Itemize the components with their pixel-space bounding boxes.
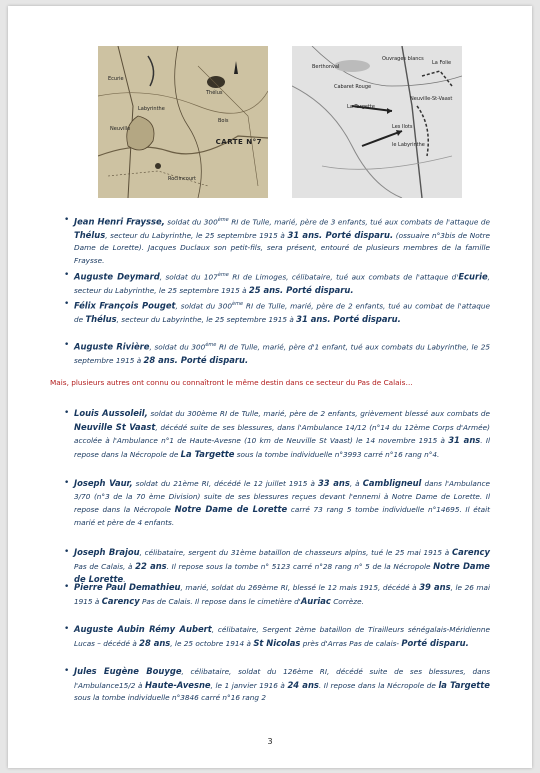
person-name: Jules Eugène Bouyge xyxy=(74,666,182,676)
entry-text: , secteur du Labyrinthe, le 25 septembre 1915 à xyxy=(116,314,297,324)
bullet-icon: • xyxy=(64,666,70,676)
place-name: Haute-Avesne xyxy=(145,679,211,690)
entry-list-item xyxy=(64,269,490,297)
map-label: Berthonval xyxy=(312,64,340,70)
age: 33 ans xyxy=(317,478,350,488)
bullet-icon: • xyxy=(64,478,70,488)
map-label: Les Ilots xyxy=(392,124,413,130)
map-label: Ouvrages blancs xyxy=(382,56,424,62)
age: 24 ans xyxy=(287,679,319,690)
status: Porté disparu. xyxy=(177,354,249,365)
entry-text: soldat du 21ème RI, décédé le 12 juillet 1915 à xyxy=(132,479,318,488)
map-label: Thélus xyxy=(206,90,223,96)
entry-text: . xyxy=(123,575,126,584)
person-name: Auguste Rivière xyxy=(74,341,150,352)
bullet-icon: • xyxy=(64,340,70,350)
person-name: Auguste Deymard xyxy=(74,271,160,282)
place-name: Thélus xyxy=(85,313,117,324)
entry-list-item xyxy=(64,581,491,608)
map-label: Labyrinthe xyxy=(138,106,165,112)
place-name: Carency xyxy=(101,595,140,606)
entry-text: , secteur du Labyrinthe, le 25 septembre 1915 à xyxy=(105,230,288,240)
entry-text: , soldat du 300 xyxy=(175,301,232,311)
entry-text: , à xyxy=(349,479,363,488)
map-label: La Targette xyxy=(347,104,375,110)
entry-text: , le 26 mai 1915 à xyxy=(74,583,491,606)
map-label: Bois xyxy=(218,118,229,124)
entry-text: près d'Arras Pas de calais- xyxy=(300,638,402,648)
age: 31 ans xyxy=(448,435,481,445)
place-name: Notre Dame de Lorette xyxy=(74,560,490,584)
entry-list-item xyxy=(64,407,491,461)
map-label: Ecurie xyxy=(108,76,124,82)
superscript: ème xyxy=(205,342,217,348)
entry-text: , le 25 octobre 1914 à xyxy=(170,638,254,648)
entry-list-item xyxy=(64,623,490,650)
document-page xyxy=(8,6,532,768)
place-name: Neuville St Vaast xyxy=(74,421,156,432)
entry-text: RI de Tulle, marié, père d'1 enfant, tué aux combats du Labyrinthe, le 25 septembre 1915 à xyxy=(74,342,490,365)
entry-list-item xyxy=(64,339,490,367)
entry-text: , soldat du 107 xyxy=(159,272,218,282)
entry-text: soldat du 300ème RI de Tulle, marié, père de 2 enfants, grièvement blessé aux combats de xyxy=(147,409,490,418)
map-label: Roclincourt xyxy=(168,176,196,182)
map-image-labyrinthe xyxy=(292,46,462,198)
entry-text: carré 73 rang 5 tombe individuelle n°14695. Il était marié et père de 4 enfants. xyxy=(74,505,490,527)
entry-text: , le 1 janvier 1916 à xyxy=(210,680,288,690)
age: 22 ans xyxy=(135,560,167,571)
bullet-icon: • xyxy=(64,547,70,557)
entry-text: RI de Tulle, marié, père de 2 enfants, tué au combat de l'attaque de xyxy=(74,301,490,324)
entry-text: , secteur du Labyrinthe, le 25 septembre 1915 à xyxy=(74,272,490,295)
status: Porté disparu. xyxy=(330,313,401,324)
superscript: ème xyxy=(232,301,244,307)
age: 31 ans. xyxy=(296,313,331,324)
superscript: ème xyxy=(217,272,229,278)
superscript: ème xyxy=(217,217,229,223)
bullet-icon: • xyxy=(64,624,70,634)
entry-text: , soldat du 300 xyxy=(149,342,206,352)
person-name: Joseph Brajou xyxy=(74,547,140,557)
entry-text: , célibataire, soldat du 126ème RI, décédé suite de ses blessures, dans l'Ambulance15/2 à xyxy=(74,667,490,690)
person-name: Jean Henri Fraysse, xyxy=(74,216,165,227)
place-name: Notre Dame de Lorette xyxy=(174,504,288,514)
entry-text: Pas de Calais, à xyxy=(74,561,136,571)
entry-text: . Il repose dans la Nécropole de xyxy=(318,680,439,690)
map-label: La Folie xyxy=(432,60,452,66)
place-name: Cambligneul xyxy=(362,478,422,488)
entry-text: , décédé suite de ses blessures, dans l'Ambulance 14/12 (n°14 du 12ème Corps d'Armée) accolée à l'Ambulance n°1 de Haute-Avesne (10 km de Neuville St Vaast) le 14 novembre 1915 à xyxy=(74,422,490,445)
entry-text: RI de Limoges, célibataire, tué aux combats de l'attaque d' xyxy=(228,272,459,282)
entry-text: RI de Tulle, marié, père de 3 enfants, tué aux combats de l'attaque de xyxy=(228,217,490,227)
bullet-icon: • xyxy=(64,215,70,225)
entry-text: Corrèze. xyxy=(330,596,364,606)
person-name: Joseph Vaur, xyxy=(74,478,133,488)
entry-text: sous la tombe individuelle n°3846 carré n°16 rang 2 xyxy=(74,693,266,702)
map-label: le Labyrinthe xyxy=(392,142,425,148)
bullet-icon: • xyxy=(64,270,70,280)
entry-text: Pas de Calais. Il repose dans le cimetière d' xyxy=(139,596,301,606)
bullet-icon: • xyxy=(64,299,70,309)
person-name: Félix François Pouget xyxy=(74,300,176,311)
entry-list-item xyxy=(64,477,491,529)
status: Porté disparu. xyxy=(283,284,354,295)
entry-text: . Il repose dans la Nécropole de xyxy=(74,436,491,459)
place-name: Ecurie xyxy=(458,271,488,282)
map-caption: CARTE N°7 xyxy=(215,138,262,146)
age: 25 ans. xyxy=(248,284,284,295)
place-name: la Targette xyxy=(438,679,490,690)
person-name: Auguste Aubin Rémy Aubert xyxy=(74,624,212,634)
entry-text: , célibataire, Sergent 2ème bataillon de Tirailleurs sénégalais-Méridienne Lucas – décédé à xyxy=(74,625,490,648)
map-label: Neuville xyxy=(110,126,131,132)
map-label: Neuville-St-Vaast xyxy=(410,96,453,102)
place-name: Thélus xyxy=(74,229,106,240)
status: Porté disparu. xyxy=(322,229,394,240)
person-name: Louis Aussoleil, xyxy=(74,408,148,418)
place-name: Carency xyxy=(451,547,490,557)
age: 31 ans. xyxy=(287,229,323,240)
section-intro-text: Mais, plusieurs autres ont connu ou connaîtront le même destin dans ce secteur du Pas de Calais… xyxy=(50,378,413,387)
entry-list-item xyxy=(64,665,490,705)
place-name: La Targette xyxy=(180,448,235,459)
entry-text: , célibataire, sergent du 31ème bataillon de chasseurs alpins, tué le 25 mai 1915 à xyxy=(139,548,452,557)
place-name: St Nicolas xyxy=(253,637,301,648)
bullet-icon: • xyxy=(64,408,70,418)
place-name: Auriac xyxy=(300,595,331,606)
map-label: Cabaret Rouge xyxy=(334,84,372,90)
entry-text: (ossuaire n°3bis de Notre Dame de Lorette). Jacques Duclaux son petit-fils, sera présent, entouré de plusieurs membres de la famille Fraysse. xyxy=(74,230,491,265)
entry-text: sous la tombe individuelle n°3993 carré n°16 rang n°4. xyxy=(234,449,440,459)
entry-text: dans l'Ambulance 3/70 (n°3 de la 70 ème Division) suite de ses blessures reçues devant l'ennemi à Notre Dame de Lorette. Il repose dans la Nécropole xyxy=(74,479,491,514)
age: 28 ans xyxy=(139,637,171,648)
page-number: 3 xyxy=(267,737,273,746)
entry-text: . Il repose sous la tombe n° 5123 carré n°28 rang n° 5 de la Nécropole xyxy=(166,561,434,571)
entry-list-item xyxy=(64,298,490,326)
bullet-icon: • xyxy=(64,582,70,592)
age: 39 ans xyxy=(419,582,451,592)
map-image-thelus xyxy=(98,46,268,198)
entry-text: , marié, soldat du 269ème RI, blessé le 12 mais 1915, décédé à xyxy=(180,583,420,592)
status: Porté disparu. xyxy=(401,637,469,648)
person-name: Pierre Paul Demathieu xyxy=(74,582,181,592)
entry-text: soldat du 300 xyxy=(164,217,218,227)
entry-list-item xyxy=(64,214,491,267)
age: 28 ans. xyxy=(143,354,178,365)
